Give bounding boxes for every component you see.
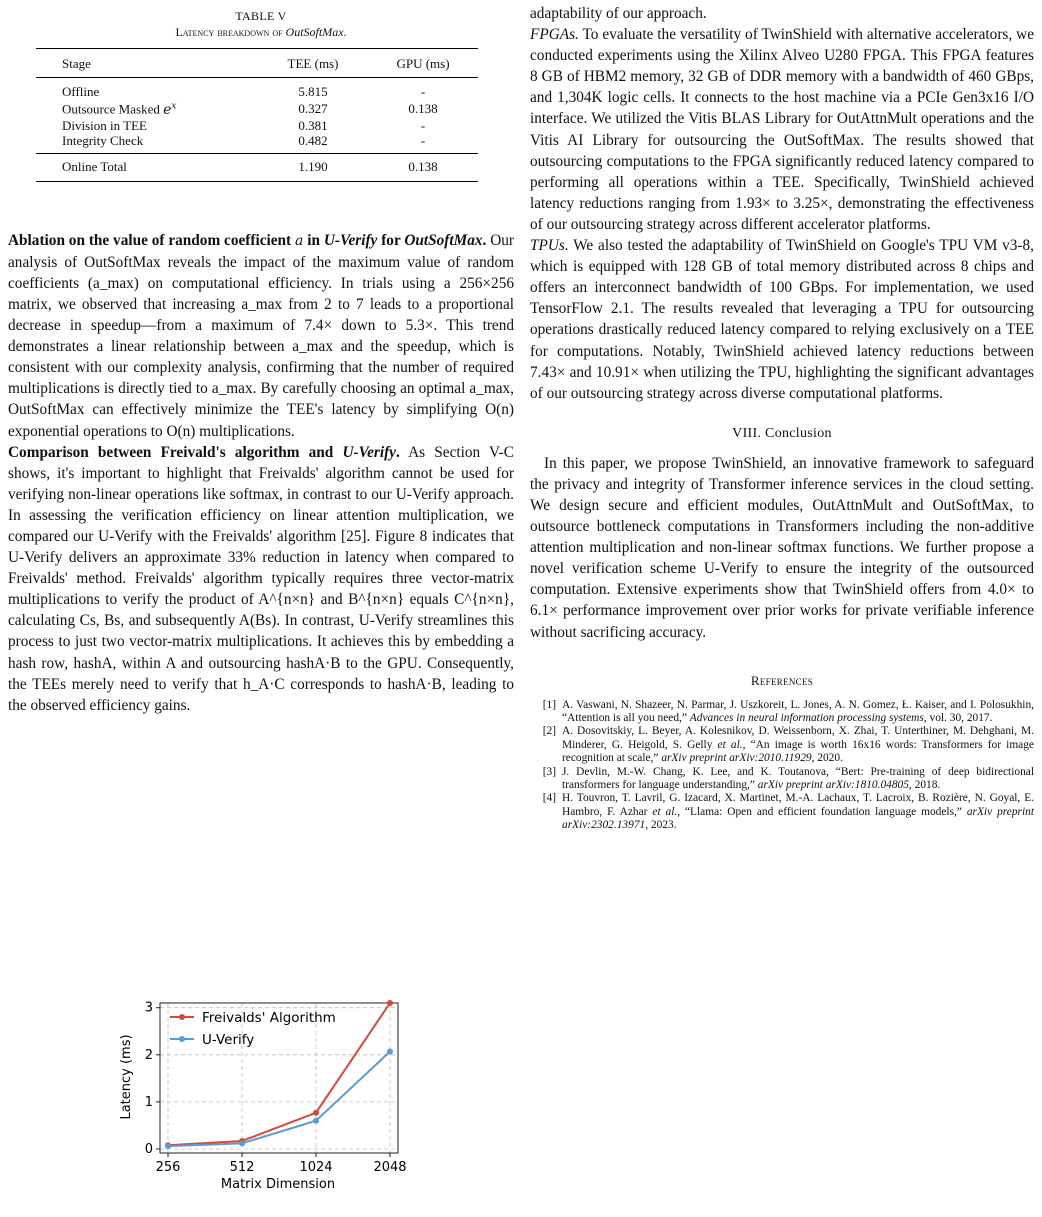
reference-number: [1] bbox=[542, 698, 556, 711]
tpu-text: We also tested the adaptability of TwinShield on Google's TPU VM v3-8, which is equipped with 128 GB of total memory distributed across 8 chips and offers an interconnect bandwidth of 100 GBps. For implementation, we used TensorFlow 2.1. The results revealed that leveraging a TPU for outsourcing operations drastically reduced latency compared to relying exclusively on a TEE for computations. Notably, TwinShield achieved latency reductions between 7.43× and 10.91× when utilizing the TPU, highlighting the significant advantages of our outsourcing strategy across diverse computational platforms. bbox=[530, 237, 1034, 402]
chart-legend-marker bbox=[179, 1014, 185, 1020]
table-header-tee: TEE (ms) bbox=[287, 56, 339, 71]
chart-y-tick-label: 3 bbox=[144, 1000, 153, 1016]
reference-authors: H. Touvron, T. Lavril, G. Izacard, X. Martinet, M.-A. Lachaux, T. Lacroix, B. Rozière, N. Goyal, E. Hambro, F. Azhar bbox=[562, 792, 1034, 818]
chart-data-point bbox=[387, 1000, 393, 1006]
chart-data-point bbox=[165, 1143, 171, 1149]
chart-y-tick-label: 1 bbox=[144, 1094, 153, 1110]
reference-authors: J. Devlin, M.-W. Chang, K. Lee, and K. Toutanova, “Bert: Pre-training of deep bidirectional transformers for language understanding,” bbox=[562, 765, 1034, 792]
table-cell-tee: 0.381 bbox=[298, 117, 328, 133]
reference-body bbox=[562, 766, 1034, 793]
reference-authors: A. Vaswani, N. Shazeer, N. Parmar, J. Uszkoreit, L. Jones, A. N. Gomez, Ł. Kaiser, and I. Polosukhin, “Attention is all you need,” bbox=[562, 698, 1034, 725]
reference-venue: Advances in neural information processing systems bbox=[689, 712, 924, 725]
reference-item bbox=[530, 699, 1034, 726]
table-cell-stage-text: Outsource Masked bbox=[62, 101, 164, 117]
comparison-heading-dot: . bbox=[395, 443, 400, 461]
table-cell-tee: 5.815 bbox=[298, 84, 328, 99]
reference-item bbox=[530, 725, 1034, 765]
comparison-heading-text: Comparison between Freivald's algorithm and bbox=[8, 443, 343, 461]
right-column bbox=[530, 0, 1034, 833]
reference-authors: A. Dosovitskiy, L. Beyer, A. Kolesnikov, D. Weissenborn, X. Zhai, T. Unterthiner, M. Dehghani, M. Minderer, G. Heigold, S. Gelly bbox=[562, 725, 1034, 751]
chart-legend-label: U-Verify bbox=[202, 1032, 255, 1048]
fpga-text: To evaluate the versatility of TwinShield with alternative accelerators, we conducted experiments using the Xilinx Alveo U280 FPGA. This FPGA features 8 GB of HBM2 memory, 32 GB of DDR memory with a bandwidth of 460 GBps, and 1,304K logic cells. It connects to the host machine via a PCIe Gen3x16 I/O interface. We utilized the Vitis BLAS Library for OutAttnMult operations and the Vitis AI Library for outsourcing the OutSoftMax. The results showed that outsourcing computations to the FPGA significantly reduced latency compared to performing all operations within a TEE. Specifically, TwinShield achieved latency reductions ranging from 1.93× to 3.25×, demonstrating the effectiveness of our outsourcing strategy across different accelerator platforms. bbox=[530, 26, 1034, 233]
table-cell-tee: 0.482 bbox=[298, 132, 328, 148]
table-cell-tee: 0.327 bbox=[298, 100, 328, 116]
table-caption-emph: OutSoftMax bbox=[285, 25, 344, 39]
chart-y-tick-label: 0 bbox=[144, 1142, 153, 1157]
ablation-heading-uverify: U-Verify bbox=[323, 231, 378, 249]
table-row bbox=[36, 99, 478, 118]
conclusion-paragraph: In this paper, we propose TwinShield, an innovative framework to safeguard the privacy and integrity of Transformer inference services in the cloud setting. We design secure and efficient modules, OutAttnMult and OutSoftMax, to outsource bottleneck computations in Transformers including the non-additive attention multiplication and non-linear softmax functions. We further propose a novel verification scheme U-Verify to ensure the integrity of the outsourced computation. Extensive experiments show that TwinShield offers from 4.0× to 6.1× performance improvement over prior works for private verifiable inference without sacrificing accuracy. bbox=[530, 454, 1034, 641]
tpu-paragraph bbox=[530, 235, 1034, 404]
adaptability-tail: adaptability of our approach. bbox=[530, 5, 707, 22]
table-cell-gpu: 0.138 bbox=[408, 100, 438, 116]
reference-body bbox=[562, 792, 1034, 832]
table-caption bbox=[8, 24, 514, 40]
reference-number: [2] bbox=[542, 725, 556, 738]
table-cell-stage: Offline bbox=[62, 84, 100, 99]
table-cell-gpu: - bbox=[420, 84, 426, 99]
chart-series-line bbox=[168, 1052, 390, 1147]
reference-body bbox=[562, 699, 1034, 726]
reference-venue: arXiv preprint arXiv:2010.11929 bbox=[661, 752, 812, 765]
reference-title: , “Llama: Open and efficient foundation language models,” bbox=[677, 805, 967, 818]
comparison-heading bbox=[8, 444, 400, 461]
chart-legend-label: Freivalds' Algorithm bbox=[202, 1010, 336, 1026]
ablation-heading bbox=[8, 232, 486, 249]
reference-tail: , 2020. bbox=[811, 752, 843, 765]
reference-venue: arXiv preprint arXiv:1810.04805 bbox=[757, 779, 909, 792]
comparison-heading-uverify: U-Verify bbox=[342, 443, 396, 461]
chart-data-point bbox=[239, 1140, 245, 1146]
chart-y-axis-label: Latency (ms) bbox=[119, 1034, 134, 1120]
reference-venue: arXiv preprint arXiv:2302.13971 bbox=[562, 805, 1034, 832]
table-cell-gpu: - bbox=[420, 117, 426, 133]
ablation-heading-outsoftmax: OutSoftMax bbox=[404, 231, 483, 249]
ablation-heading-text: Ablation on the value of random coefficient bbox=[8, 231, 295, 249]
reference-etal: et al. bbox=[717, 738, 743, 751]
comparison-text: As Section V-C shows, it's important to highlight that Freivalds' algorithm cannot be used for verifying non-linear operations like softmax, in contrast to our U-Verify approach. In assessing the verification efficiency on linear attention multiplication, we compared our U-Verify with the Freivalds' algorithm [25]. Figure 8 indicates that U-Verify delivers an approximate 33% reduction in latency when compared to Freivalds' method. Freivalds' algorithm typically requires three vector-matrix multiplications to verify the product of A^{n×n} and B^{n×n} equals C^{n×n}, calculating Cs, Bs, and subsequently A(Bs). In contrast, U-Verify streamlines this process to just two vector-matrix multiplications. It achieves this by embedding a hash row, hashA, within A and outsourcing hashA·B to the GPU. Consequently, the TEEs merely need to verify that h_A·C corresponds to hashA·B, leading to the observed efficiency gains. bbox=[8, 443, 514, 714]
chart-x-tick-label: 1024 bbox=[299, 1160, 333, 1175]
reference-number: [4] bbox=[542, 792, 556, 805]
reference-item bbox=[530, 792, 1034, 832]
reference-etal: et al. bbox=[652, 805, 678, 818]
reference-body bbox=[562, 725, 1034, 765]
reference-number: [3] bbox=[542, 765, 556, 778]
table-total-gpu: 0.138 bbox=[408, 158, 438, 174]
table-caption-suffix: . bbox=[343, 25, 347, 39]
table-total-row bbox=[36, 153, 478, 181]
table-row bbox=[36, 78, 478, 100]
reference-item bbox=[530, 766, 1034, 793]
table-caption-text: Latency breakdown of bbox=[175, 25, 286, 39]
chart-x-tick-label: 2048 bbox=[373, 1160, 407, 1175]
chart-x-tick-label: 512 bbox=[229, 1160, 255, 1175]
chart-x-tick-label: 256 bbox=[155, 1160, 181, 1175]
table-cell-stage: Division in TEE bbox=[62, 117, 147, 133]
table-label: TABLE V bbox=[235, 9, 287, 23]
table-header-gpu: GPU (ms) bbox=[396, 56, 450, 71]
tpu-heading: TPUs. bbox=[530, 237, 569, 255]
table-header-row bbox=[36, 49, 478, 78]
chart-y-tick-label: 2 bbox=[144, 1047, 153, 1063]
ablation-paragraph bbox=[8, 230, 514, 442]
reference-tail: , vol. 30, 2017. bbox=[923, 712, 993, 725]
fpga-heading: FPGAs. bbox=[530, 26, 579, 44]
ablation-heading-in: in bbox=[303, 231, 324, 249]
latency-line-chart bbox=[108, 995, 408, 1195]
table-cell-gpu: - bbox=[420, 132, 426, 148]
left-column bbox=[8, 0, 515, 1192]
references-list bbox=[530, 699, 1034, 833]
chart-legend-marker bbox=[179, 1036, 185, 1042]
ablation-heading-for: for bbox=[377, 231, 405, 249]
ablation-heading-dot: . bbox=[482, 231, 487, 249]
table-total-tee: 1.190 bbox=[298, 158, 328, 174]
table-cell-stage-math: $e^x$ bbox=[163, 101, 177, 118]
table-header-stage: Stage bbox=[62, 56, 91, 71]
chart-data-point bbox=[313, 1118, 319, 1124]
chart-data-point bbox=[387, 1049, 393, 1055]
chart-x-axis-label: Matrix Dimension bbox=[220, 1177, 336, 1192]
table-cell-stage bbox=[36, 99, 258, 118]
latency-table bbox=[36, 48, 478, 182]
conclusion-heading: VIII. Conclusion bbox=[732, 425, 832, 441]
reference-title: , “An image is worth 16x16 words: Transformers for image recognition at scale,” bbox=[562, 738, 1034, 765]
reference-tail: , 2018. bbox=[908, 779, 941, 792]
references-heading: References bbox=[750, 672, 814, 688]
table-row bbox=[36, 133, 478, 154]
reference-tail: , 2023. bbox=[645, 819, 677, 832]
table-total-stage: Online Total bbox=[62, 158, 127, 174]
table-row bbox=[36, 118, 478, 133]
table-cell-stage: Integrity Check bbox=[62, 132, 144, 148]
fpga-paragraph bbox=[530, 24, 1034, 235]
chart-legend bbox=[170, 1010, 336, 1048]
ablation-heading-math: a bbox=[295, 232, 304, 249]
comparison-paragraph bbox=[8, 442, 514, 716]
chart-data-point bbox=[313, 1110, 319, 1116]
ablation-text: Our analysis of OutSoftMax reveals the impact of the maximum value of random coefficients (a_max) on computational efficiency. In trials using a 256×256 matrix, we observed that increasing a_max from 2 to 7 leads to a proportional decrease in speedup—from a maximum of 7.4× down to 5.3×. This trend demonstrates a linear relationship between a_max and the speedup, which is consistent with our complexity analysis, confirming that the number of required multiplications is directly tied to a_max. By carefully choosing an optimal a_max, OutSoftMax can effectively minimize the TEE's latency by simplifying O(n) exponential operations to O(n) multiplications. bbox=[8, 231, 515, 440]
